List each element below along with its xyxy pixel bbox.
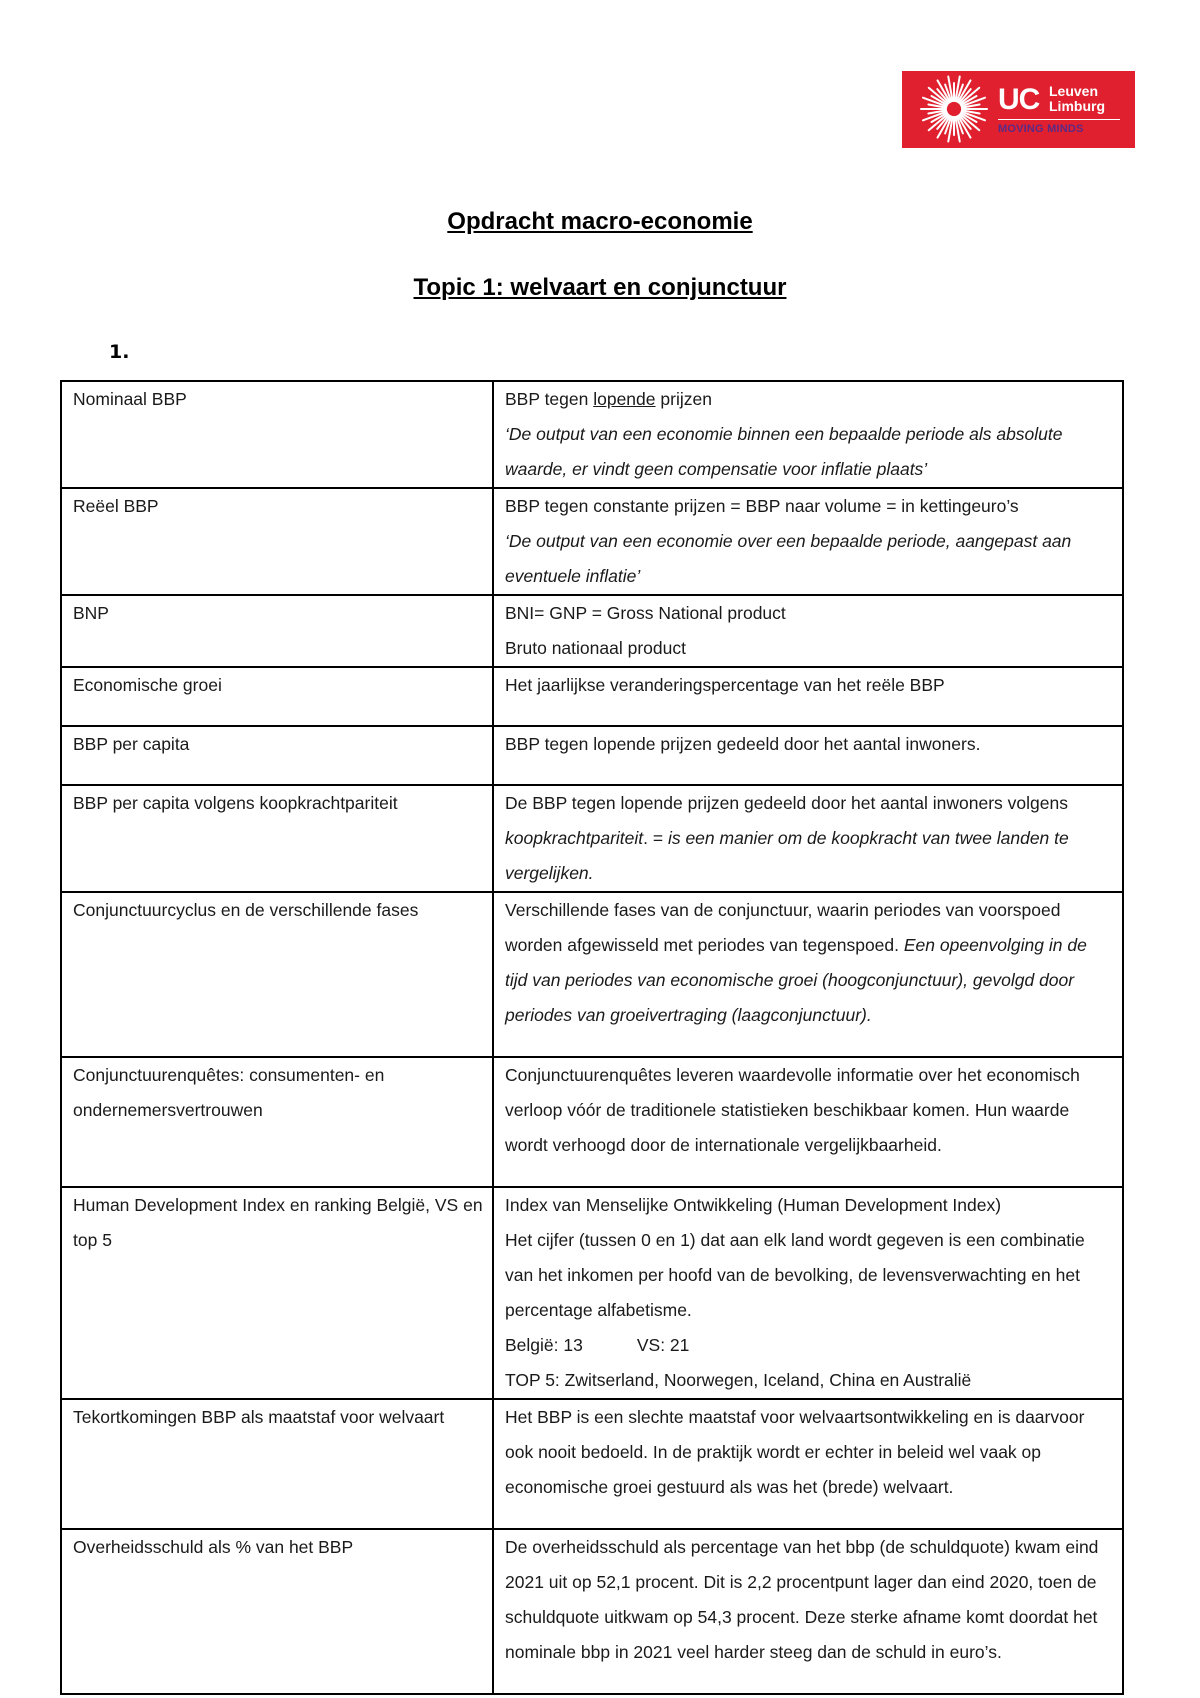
definition-line: Index van Menselijke Ontwikkeling (Human Development Index) xyxy=(505,1195,1002,1215)
top5-line: TOP 5: Zwitserland, Noorwegen, Iceland, China en Australië xyxy=(505,1370,972,1390)
definition-quote: ‘De output van een economie over een bepaalde periode, aangepast aan eventuele inflatie’ xyxy=(505,531,1072,586)
table-row xyxy=(61,1399,1123,1529)
definition-line: Bruto nationaal product xyxy=(505,638,686,658)
table-row xyxy=(61,488,1123,595)
underlined-word: lopende xyxy=(593,389,656,409)
page-title: Opdracht macro-economie xyxy=(447,208,753,235)
question-number: 1. xyxy=(109,341,130,363)
logo-leuven: Leuven xyxy=(1049,83,1099,99)
table-row xyxy=(61,381,1123,488)
term-cell: Conjunctuurenquêtes: consumenten- en ondernemersvertrouwen xyxy=(61,1057,493,1187)
definition-line: BBP tegen lopende prijzen xyxy=(505,389,712,409)
definition-cell xyxy=(493,488,1123,595)
definition-line: Het cijfer (tussen 0 en 1) dat aan elk land wordt gegeven is een combinatie van het inkomen per hoofd van de bevolking, de levensverwachting en het percentage alfabetisme. xyxy=(505,1230,1085,1320)
term-cell: Human Development Index en ranking België, VS en top 5 xyxy=(61,1187,493,1399)
logo-limburg: Limburg xyxy=(1049,98,1105,114)
logo-uc: UC xyxy=(998,83,1040,116)
ranking-vs: VS: 21 xyxy=(636,1335,690,1355)
definition-line: BBP tegen constante prijzen = BBP naar volume = in kettingeuro’s xyxy=(505,496,1019,516)
definition-cell: De overheidsschuld als percentage van het bbp (de schuldquote) kwam eind 2021 uit op 52,1 procent. Dit is 2,2 procentpunt lager dan eind 2020, toen de schuldquote uitkwam op 54,3 procent. Deze sterke afname komt doordat het nominale bbp in 2021 veel harder steeg dan de schuld in euro’s. xyxy=(493,1529,1123,1694)
definition-cell: Conjunctuurenquêtes leveren waardevolle informatie over het economisch verloop vóór de traditionele statistieken beschikbaar komen. Hun waarde wordt verhoogd door de internationale vergelijkbaarheid. xyxy=(493,1057,1123,1187)
term-cell: Economische groei xyxy=(61,667,493,726)
table-row xyxy=(61,726,1123,785)
table-row xyxy=(61,595,1123,667)
logo-tagline: MOVING MINDS xyxy=(998,123,1084,135)
definition-cell: Het BBP is een slechte maatstaf voor welvaartsontwikkeling en is daarvoor ook nooit bedoeld. In de praktijk wordt er echter in beleid wel vaak op economische groei gestuurd als was het (brede) welvaart. xyxy=(493,1399,1123,1529)
table-row xyxy=(61,785,1123,892)
definition-cell xyxy=(493,595,1123,667)
definition-cell: De BBP tegen lopende prijzen gedeeld door het aantal inwoners volgens koopkrachtpariteit. = is een manier om de koopkracht van twee landen te vergelijken. xyxy=(493,785,1123,892)
ranking-line xyxy=(505,1328,1114,1363)
table-row xyxy=(61,892,1123,1057)
term-cell: Tekortkomingen BBP als maatstaf voor welvaart xyxy=(61,1399,493,1529)
term-cell: Nominaal BBP xyxy=(61,381,493,488)
definition-quote: ‘De output van een economie binnen een bepaalde periode als absolute waarde, er vindt geen compensatie voor inflatie plaats’ xyxy=(505,424,1063,479)
term-cell: BBP per capita volgens koopkrachtpariteit xyxy=(61,785,493,892)
term-cell: BNP xyxy=(61,595,493,667)
logo-divider xyxy=(998,119,1120,120)
table-row xyxy=(61,1187,1123,1399)
definition-cell: BBP tegen lopende prijzen gedeeld door het aantal inwoners. xyxy=(493,726,1123,785)
table-row xyxy=(61,667,1123,726)
definition-line: BNI= GNP = Gross National product xyxy=(505,603,786,623)
definition-cell: Het jaarlijkse veranderingspercentage van het reële BBP xyxy=(493,667,1123,726)
term-cell: BBP per capita xyxy=(61,726,493,785)
table-row xyxy=(61,1529,1123,1694)
term-cell: Reëel BBP xyxy=(61,488,493,595)
ranking-belgium: België: 13 xyxy=(505,1335,583,1355)
sunburst-icon xyxy=(902,71,998,148)
page-subtitle: Topic 1: welvaart en conjunctuur xyxy=(413,274,787,301)
term-cell: Overheidsschuld als % van het BBP xyxy=(61,1529,493,1694)
ucll-logo xyxy=(902,71,1135,148)
definitions-table xyxy=(60,380,1124,1695)
term-cell: Conjunctuurcyclus en de verschillende fases xyxy=(61,892,493,1057)
definition-cell: Verschillende fases van de conjunctuur, waarin periodes van voorspoed worden afgewisseld met periodes van tegenspoed. Een opeenvolging in de tijd van periodes van economische groei (hoogconjunctuur), gevolgd door periodes van groeivertraging (laagconjunctuur). xyxy=(493,892,1123,1057)
table-row xyxy=(61,1057,1123,1187)
definition-cell xyxy=(493,381,1123,488)
definition-cell xyxy=(493,1187,1123,1399)
